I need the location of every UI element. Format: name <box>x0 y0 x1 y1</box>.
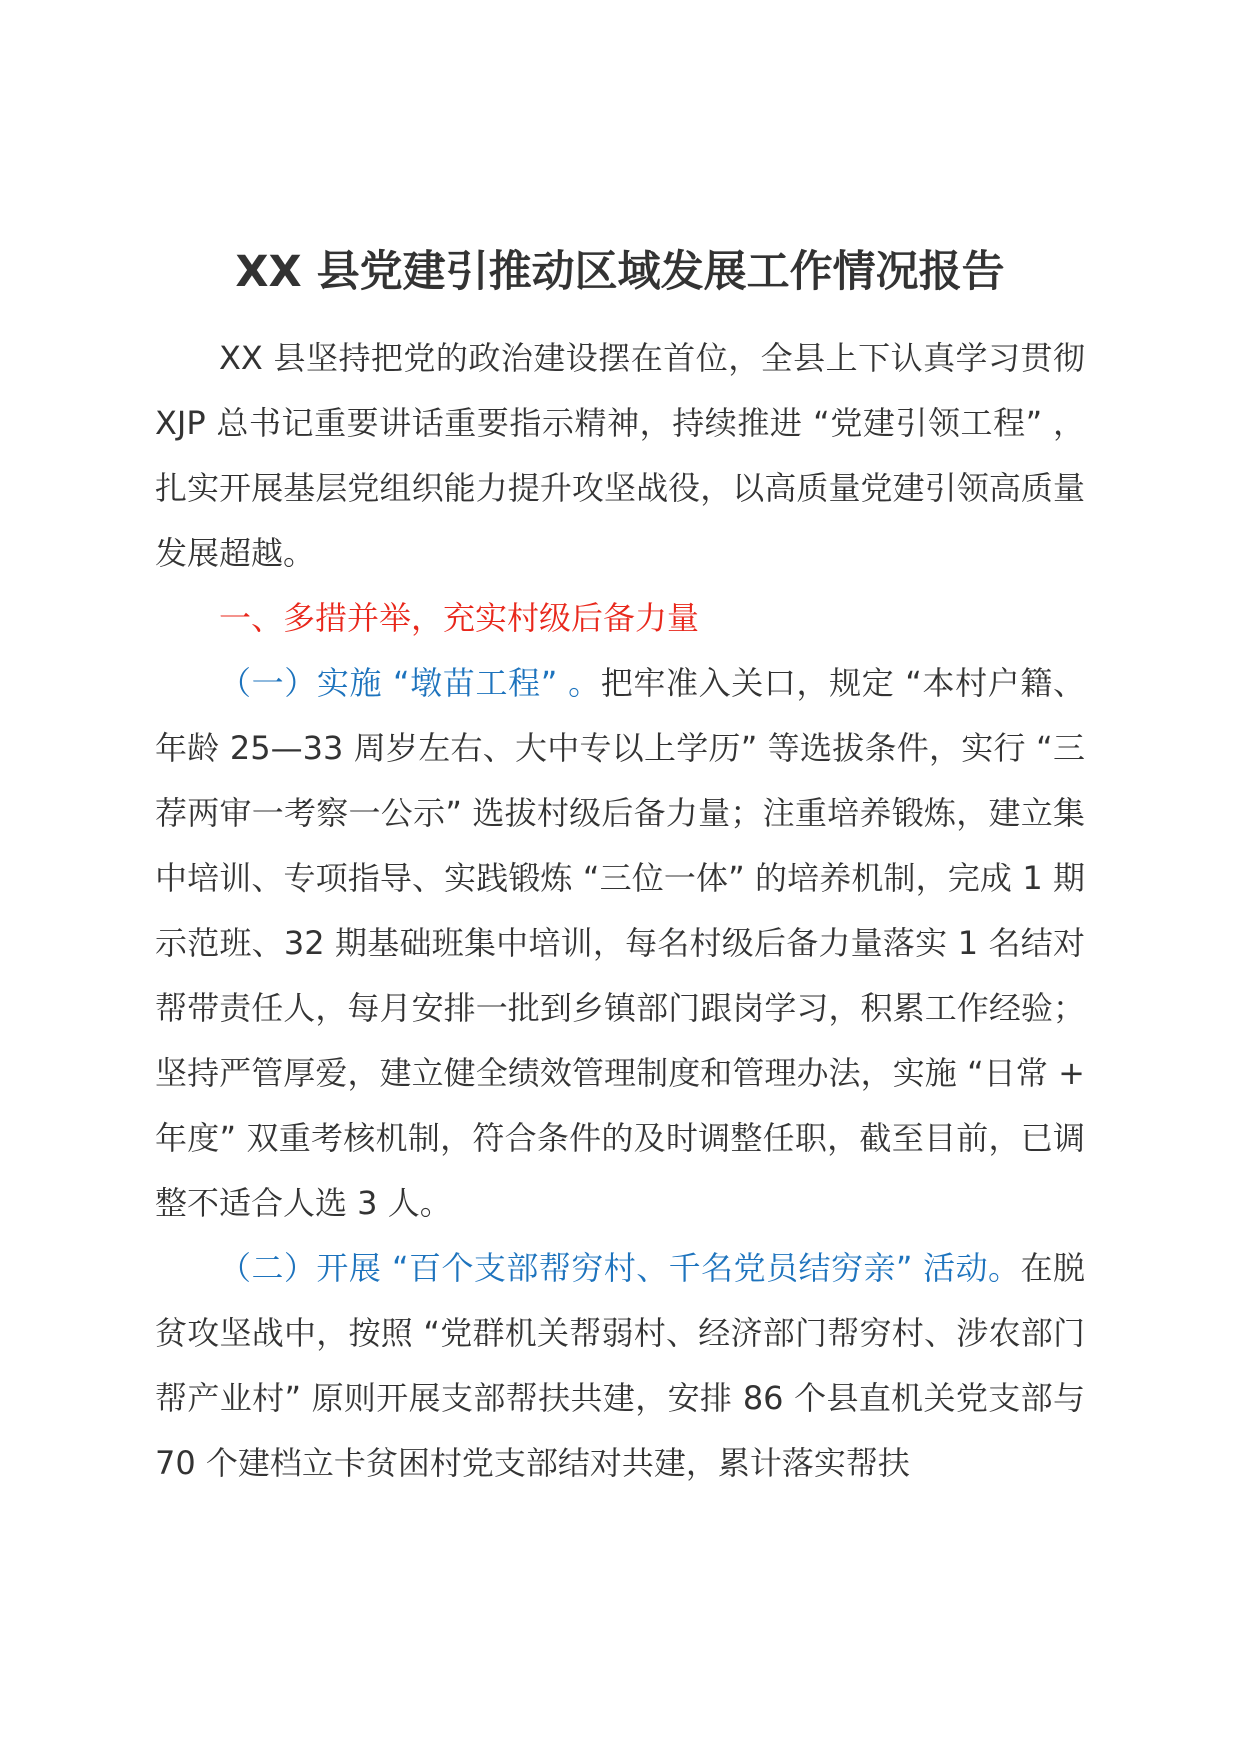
item-1-text: 把牢准入关口，规定 “本村户籍、年龄 25—33 周岁左右、大中专以上学历” 等选拔条件，实行 “三荐两审一考察一公示” 选拔村级后备力量；注重培养锻炼，建立集中培训、专项指导、实践锻炼 “三位一体” 的培养机制，完成 1 期示范班、32 期基础班集中培训，每名村级后备力量落实 1 名结对帮带责任人，每月安排一批到乡镇部门跟岗学习，积累工作经验；坚持严管厚爱，建立健全绩效管理制度和管理办法，实施 “日常 + 年度” 双重考核机制，符合条件的及时调整任职，截至目前，已调整不适合人选 3 人。 <box>155 664 1085 1222</box>
intro-paragraph: XX 县坚持把党的政治建设摆在首位，全县上下认真学习贯彻 XJP 总书记重要讲话重要指示精神，持续推进 “党建引领工程” ，扎实开展基层党组织能力提升攻坚战役，以高质量党建引领高质量发展超越。 <box>155 339 1085 572</box>
item-2-heading: （二）开展 “百个支部帮穷村、千名党员结穷亲” 活动。 <box>219 1249 1021 1287</box>
document-title: XX 县党建引推动区域发展工作情况报告 <box>235 247 1005 297</box>
section-1-item-2-paragraph <box>155 1236 1085 1496</box>
section-1-item-1-paragraph <box>155 651 1085 1236</box>
item-1-heading: （一）实施 “墩苗工程” 。 <box>219 664 601 702</box>
section-1-heading: 一、多措并举，充实村级后备力量 <box>219 599 700 637</box>
document-body <box>155 326 1085 1496</box>
item-2-text: 在脱贫攻坚战中，按照 “党群机关帮弱村、经济部门帮穷村、涉农部门帮产业村” 原则开展支部帮扶共建，安排 86 个县直机关党支部与 70 个建档立卡贫困村党支部结对共建，累计落实帮扶 <box>155 1249 1085 1482</box>
